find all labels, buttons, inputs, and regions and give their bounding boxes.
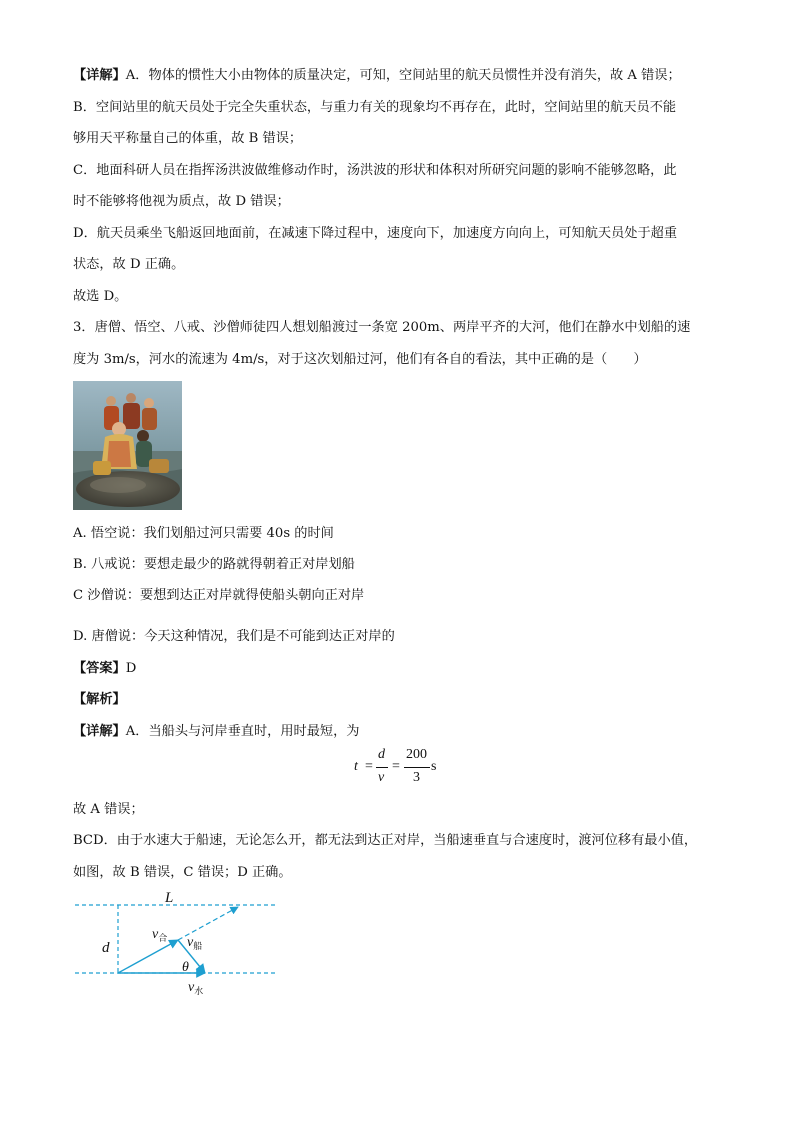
- solution-line-2: 故 A 错误；: [73, 802, 144, 817]
- option-d: D. 唐僧说：今天这种情况，我们是不可能到达正对岸的: [73, 629, 395, 644]
- formula-t: t: [354, 759, 358, 774]
- explanation-line-5: 时不能够将他视为质点，故 D 错误；: [73, 194, 290, 209]
- formula-den-3: 3: [413, 770, 420, 785]
- option-a: A. 悟空说：我们划船过河只需要 40s 的时间: [73, 526, 334, 541]
- choice-line: 故选 D。: [73, 289, 128, 304]
- solution-detail-tag: 【详解】: [73, 724, 126, 739]
- solution-line-3: BCD．由于水速大于船速，无论怎么开，都无法到达正对岸，当船速垂直与合速度时，渡河位移有最小值，: [73, 833, 698, 848]
- solution-text: A．当船头与河岸垂直时，用时最短，为: [125, 724, 360, 739]
- answer-line: [73, 660, 136, 678]
- label-v-chuan: $v_船$: [187, 935, 203, 951]
- formula-unit: s: [431, 759, 437, 774]
- explanation-line-4: C．地面科研人员在指挥汤洪波做维修动作时，汤洪波的形状和体积对所研究问题的影响不能够忽略，此: [73, 163, 677, 178]
- option-c: C 沙僧说：要想到达正对岸就得使船头朝向正对岸: [73, 588, 365, 603]
- label-v-shui: $v_水$: [188, 980, 204, 996]
- explanation-text: A．物体的惯性大小由物体的质量决定，可知，空间站里的航天员惯性并没有消失，故 A 错误；: [125, 68, 681, 83]
- solution-line-1: [73, 723, 359, 741]
- formula-eq-1: =: [365, 759, 373, 774]
- formula-num-200: 200: [406, 747, 427, 762]
- label-L: L: [165, 890, 174, 906]
- explanation-line-7: 状态，故 D 正确。: [73, 257, 185, 272]
- answer-label: 【答案】: [73, 661, 126, 676]
- photo-illustration: [73, 381, 182, 510]
- analysis-label: 【解析】: [73, 692, 126, 707]
- formula-eq-2: =: [392, 759, 400, 774]
- option-b: B. 八戒说：要想走最少的路就得朝着正对岸划船: [73, 557, 355, 572]
- explanation-line-2: B．空间站里的航天员处于完全失重状态，与重力有关的现象均不再存在，此时，空间站里的航天员不能: [73, 100, 677, 115]
- label-v-he: $v_合$: [152, 927, 168, 943]
- question-photo: [73, 381, 182, 510]
- fraction-bar-2: [404, 767, 430, 768]
- explanation-line-1: [73, 67, 681, 85]
- answer-value: D: [125, 661, 137, 676]
- solution-line-4: 如图，故 B 错误，C 错误；D 正确。: [73, 865, 292, 880]
- explanation-line-6: D．航天员乘坐飞船返回地面前，在减速下降过程中，速度向下，加速度方向向上，可知航天员处于超重: [73, 226, 678, 241]
- explanation-line-3: 够用天平称量自己的体重，故 B 错误；: [73, 131, 303, 146]
- label-theta: θ: [182, 960, 189, 975]
- question-3-stem-1: 3．唐僧、悟空、八戒、沙僧师徒四人想划船渡过一条宽 200m、两岸平齐的大河，他们在静水中划船的速: [73, 320, 691, 335]
- resultant-velocity-arrow: [118, 940, 178, 973]
- formula-num-d: d: [378, 747, 385, 762]
- detail-tag: 【详解】: [73, 68, 126, 83]
- label-d: d: [102, 940, 110, 956]
- formula-den-v: v: [378, 770, 385, 785]
- question-3-stem-2: 度为 3m/s，河水的流速为 4m/s，对于这次划船过河，他们有各自的看法，其中正确的是（ ）: [73, 352, 647, 367]
- velocity-diagram: [75, 888, 285, 1003]
- fraction-bar-1: [376, 767, 388, 768]
